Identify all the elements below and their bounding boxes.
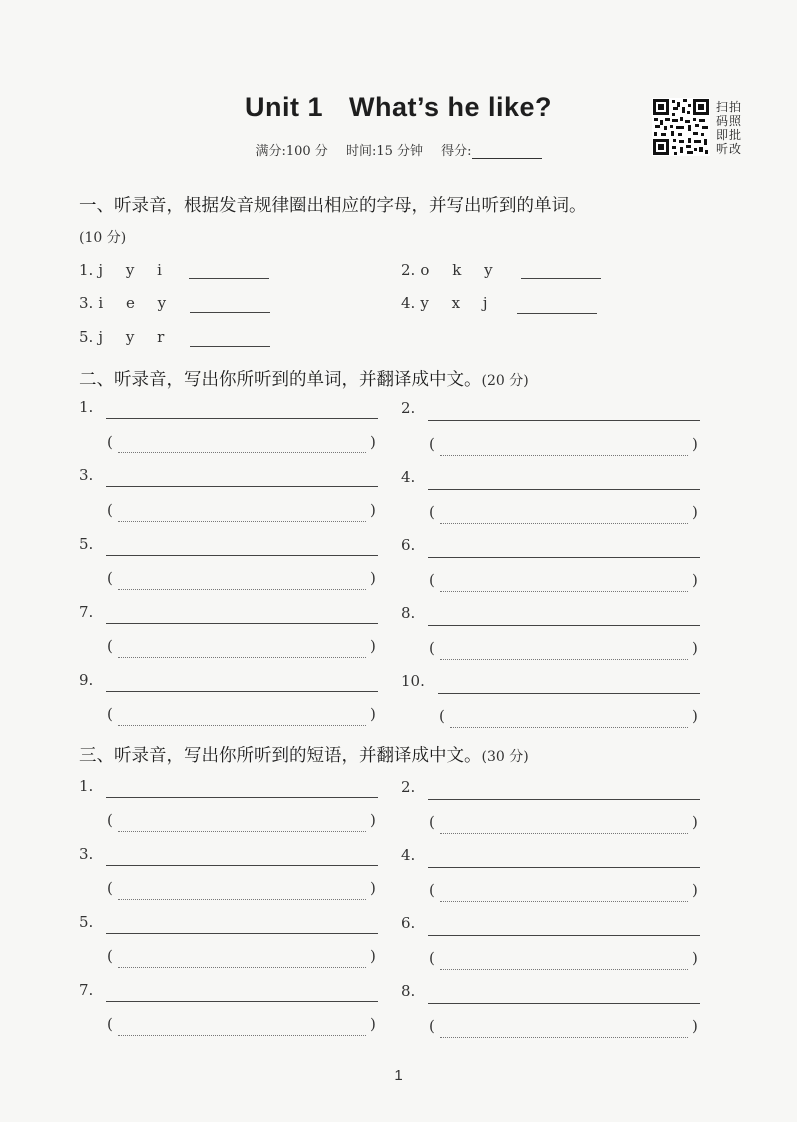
qr-caption: 扫拍码照即批听改: [716, 100, 743, 156]
s3-num-1: 1.: [79, 777, 94, 795]
section1-heading: 一、听录音，根据发音规律圈出相应的字母，并写出听到的单词。: [79, 196, 587, 216]
section2-heading: [79, 366, 529, 391]
answer-line[interactable]: [428, 867, 700, 868]
paren-close: ): [370, 811, 376, 829]
translation-line[interactable]: [440, 1037, 688, 1038]
paren-close: ): [692, 435, 698, 453]
s3-num-2: 2.: [401, 778, 416, 796]
answer-line[interactable]: [106, 555, 378, 556]
answer-line[interactable]: [106, 933, 378, 934]
item-number: 2.: [401, 261, 416, 279]
s2-num-3: 3.: [79, 466, 94, 484]
paren-open: (: [439, 707, 445, 725]
s2-num-2: 2.: [401, 399, 416, 417]
paren-open: (: [107, 433, 113, 451]
paren-close: ): [692, 639, 698, 657]
s2-num-6: 6.: [401, 536, 416, 554]
answer-line[interactable]: [106, 623, 378, 624]
s2-num-10: 10.: [401, 672, 425, 690]
translation-line[interactable]: [440, 523, 688, 524]
paren-close: ): [370, 705, 376, 723]
translation-line[interactable]: [118, 452, 366, 453]
s2-num-4: 4.: [401, 468, 416, 486]
translation-line[interactable]: [118, 967, 366, 968]
section3-points: (30 分): [481, 749, 529, 765]
paren-close: ): [692, 707, 698, 725]
s2-num-5: 5.: [79, 535, 94, 553]
s2-num-8: 8.: [401, 604, 416, 622]
answer-line[interactable]: [428, 1003, 700, 1004]
answer-line[interactable]: [428, 557, 700, 558]
paren-open: (: [107, 947, 113, 965]
answer-line[interactable]: [517, 313, 597, 314]
answer-line[interactable]: [428, 489, 700, 490]
answer-line[interactable]: [428, 935, 700, 936]
s1-item-4: [401, 293, 497, 312]
s1-item-2: [401, 260, 502, 279]
translation-line[interactable]: [118, 657, 366, 658]
s3-num-8: 8.: [401, 982, 416, 1000]
paren-open: (: [429, 813, 435, 831]
translation-line[interactable]: [118, 725, 366, 726]
section3-heading: [79, 742, 529, 767]
unit-title: What’s he like?: [348, 92, 553, 122]
translation-line[interactable]: [118, 1035, 366, 1036]
item-letters[interactable]: o k y: [420, 261, 502, 279]
paren-close: ): [692, 571, 698, 589]
answer-line[interactable]: [106, 691, 378, 692]
paren-open: (: [107, 1015, 113, 1033]
translation-line[interactable]: [118, 521, 366, 522]
section2-points: (20 分): [481, 373, 529, 389]
translation-line[interactable]: [440, 455, 688, 456]
translation-line[interactable]: [118, 589, 366, 590]
item-letters[interactable]: i e y: [98, 294, 176, 312]
item-number: 1.: [79, 261, 94, 279]
full-marks: 满分:100 分: [255, 144, 328, 159]
paren-open: (: [429, 1017, 435, 1035]
item-letters[interactable]: y x j: [420, 294, 497, 312]
paren-close: ): [370, 501, 376, 519]
paren-close: ): [370, 879, 376, 897]
s2-num-1: 1.: [79, 398, 94, 416]
answer-line[interactable]: [190, 346, 270, 347]
paren-close: ): [370, 433, 376, 451]
paren-open: (: [429, 435, 435, 453]
score-label: 得分:: [441, 144, 472, 159]
answer-line[interactable]: [106, 797, 378, 798]
paren-open: (: [429, 503, 435, 521]
item-letters[interactable]: j y i: [98, 261, 171, 279]
s3-num-5: 5.: [79, 913, 94, 931]
translation-line[interactable]: [440, 659, 688, 660]
paren-open: (: [107, 811, 113, 829]
answer-line[interactable]: [190, 312, 270, 313]
unit-label: Unit 1: [244, 92, 323, 122]
translation-line[interactable]: [440, 833, 688, 834]
paren-open: (: [107, 501, 113, 519]
page-number: 1: [394, 1067, 403, 1084]
answer-line[interactable]: [438, 693, 700, 694]
s1-item-5: [79, 327, 173, 346]
s2-num-7: 7.: [79, 603, 94, 621]
item-number: 5.: [79, 328, 94, 346]
s3-num-3: 3.: [79, 845, 94, 863]
item-letters[interactable]: j y r: [98, 328, 174, 346]
paren-open: (: [429, 639, 435, 657]
paren-open: (: [107, 637, 113, 655]
paren-open: (: [429, 881, 435, 899]
answer-line[interactable]: [106, 1001, 378, 1002]
translation-line[interactable]: [450, 727, 688, 728]
answer-line[interactable]: [428, 420, 700, 421]
paren-close: ): [370, 1015, 376, 1033]
answer-line[interactable]: [106, 865, 378, 866]
paren-close: ): [370, 947, 376, 965]
item-number: 4.: [401, 294, 416, 312]
paren-open: (: [107, 569, 113, 587]
translation-line[interactable]: [440, 969, 688, 970]
item-number: 3.: [79, 294, 94, 312]
answer-line[interactable]: [428, 799, 700, 800]
s3-num-7: 7.: [79, 981, 94, 999]
section1-points: (10 分): [79, 230, 127, 246]
paren-close: ): [692, 949, 698, 967]
paren-open: (: [107, 705, 113, 723]
section3-heading-text: 三、听录音，写出你所听到的短语，并翻译成中文。: [79, 746, 482, 766]
paren-open: (: [429, 571, 435, 589]
paren-open: (: [429, 949, 435, 967]
time-limit: 时间:15 分钟: [345, 144, 423, 159]
paren-close: ): [692, 881, 698, 899]
answer-line[interactable]: [189, 278, 269, 279]
answer-line[interactable]: [428, 625, 700, 626]
paren-close: ): [370, 569, 376, 587]
paren-close: ): [692, 503, 698, 521]
answer-line[interactable]: [106, 418, 378, 419]
paren-open: (: [107, 879, 113, 897]
paren-close: ): [692, 1017, 698, 1035]
qr-code-icon[interactable]: [652, 98, 710, 156]
s3-num-6: 6.: [401, 914, 416, 932]
translation-line[interactable]: [440, 901, 688, 902]
s2-num-9: 9.: [79, 671, 94, 689]
paren-close: ): [370, 637, 376, 655]
answer-line[interactable]: [106, 486, 378, 487]
s1-item-3: [79, 293, 175, 312]
paren-close: ): [692, 813, 698, 831]
score-blank[interactable]: [472, 146, 542, 159]
answer-line[interactable]: [521, 278, 601, 279]
translation-line[interactable]: [440, 591, 688, 592]
s1-item-1: [79, 260, 171, 279]
section2-heading-text: 二、听录音，写出你所听到的单词，并翻译成中文。: [79, 370, 482, 390]
translation-line[interactable]: [118, 899, 366, 900]
translation-line[interactable]: [118, 831, 366, 832]
s3-num-4: 4.: [401, 846, 416, 864]
